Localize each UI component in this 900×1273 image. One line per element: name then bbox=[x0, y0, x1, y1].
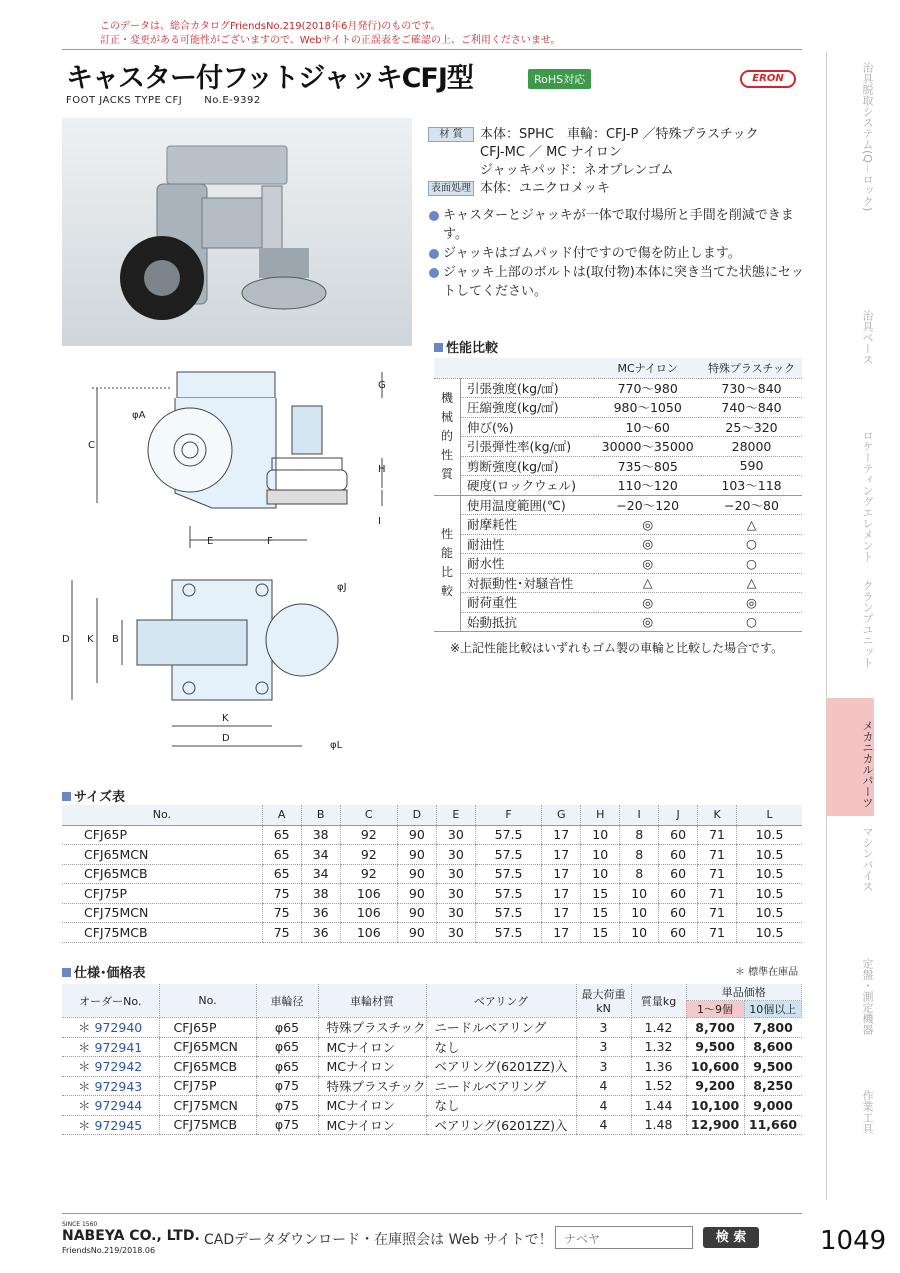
material-key: 材 質 bbox=[428, 127, 474, 142]
table-row: CFJ65P 65 38 92 90 30 57.5 17 10 8 60 71 10.5 bbox=[62, 825, 802, 845]
perf-table: MCナイロン 特殊プラスチック 機械的性質 引張強度(kg/㎠) 770～980 730～840 圧縮強度(kg/㎠) 980～1050 740～840 伸び(%) 10～60 25～320 引張弾性率(kg/㎠) 30000～35000 28000 剪断強度(kg/㎠) 735～805 590 硬度(ロックウェル) 110～120 103～118 性能比較 使用温度範囲(℃) −20～120 −20～80 耐摩耗性 ◎ △ 耐油性 ◎ ○ 耐水性 ◎ ○ 対振動性･対騒音性 △ △ 耐荷重性 ◎ ◎ 始動抵抗 ◎ ○ bbox=[434, 358, 802, 632]
sidebar-item-jig-base[interactable]: 治具ベース bbox=[826, 300, 874, 420]
eron-logo: ERON bbox=[740, 70, 796, 88]
rohs-badge: RoHS対応 bbox=[528, 69, 591, 89]
order-link[interactable]: 972943 bbox=[94, 1078, 143, 1094]
cad-message: CADデータダウンロード・在庫照会は Web サイトで！ bbox=[204, 1232, 553, 1248]
since-label: SINCE 1560 bbox=[62, 1221, 98, 1228]
subtitle: FOOT JACKS TYPE CFJ No.E-9392 bbox=[66, 95, 261, 106]
sidebar-item-machine-vise[interactable]: マシンバイス bbox=[826, 816, 874, 948]
price-table: オーダーNo. No. 車輪径 車輪材質 ベアリング 最大荷重kN 質量kg 単品価格 1～9個 10個以上 ＊ 972940 CFJ65P φ65 特殊プラスチック ニードルベアリング 3 1.42 8,700 7,800 ＊ 972941 CFJ65MCN φ65 MCナイロン なし 3 1.32 9,500 8,600 ＊ 972942 CFJ65MCB φ65 MCナイロン ベアリング(6201ZZ)入 3 1.36 10,600 9,500 ＊ 972943 CFJ75P φ75 特殊プラスチック ニードルベアリング 4 1.52 9,200 8,250 ＊ 972944 CFJ75MCN φ75 MCナイロン なし 4 1.44 10,100 9,000 ＊ 972945 CFJ75MCB φ75 MCナイロン ベアリング(6201ZZ)入 4 1.48 12,900 11,660 bbox=[62, 984, 802, 1135]
list-item: ジャッキ上部のボルトは(取付物)本体に突き当てた状態にセットしてください。 bbox=[428, 263, 806, 301]
divider bbox=[62, 1213, 802, 1214]
table-row: ＊ 972942 CFJ65MCB φ65 MCナイロン ベアリング(6201ZZ)入 3 1.36 10,600 9,500 bbox=[62, 1057, 802, 1077]
table-row: ＊ 972940 CFJ65P φ65 特殊プラスチック ニードルベアリング 3 1.42 8,700 7,800 bbox=[62, 1018, 802, 1038]
product-photo bbox=[62, 118, 412, 346]
search-input[interactable]: ナベヤ bbox=[555, 1226, 693, 1249]
table-row: CFJ75P 75 38 106 90 30 57.5 17 15 10 60 71 10.5 bbox=[62, 884, 802, 904]
order-link[interactable]: 972945 bbox=[94, 1117, 143, 1133]
sidebar-item-tools[interactable]: 作業工具 bbox=[826, 1080, 874, 1200]
surface-key: 表面処理 bbox=[428, 181, 474, 196]
table-row: CFJ75MCB 75 36 106 90 30 57.5 17 15 10 60 71 10.5 bbox=[62, 923, 802, 943]
order-link[interactable]: 972941 bbox=[94, 1039, 143, 1055]
notice: このデータは、総合カタログFriendsNo.219(2018年6月発行)のものです。 訂正・変更がある可能性がございますので、Webサイトの正誤表をご確認の上、ご利用くださいませ。 bbox=[100, 21, 561, 46]
table-row: ＊ 972945 CFJ75MCB φ75 MCナイロン ベアリング(6201ZZ)入 4 1.48 12,900 11,660 bbox=[62, 1115, 802, 1135]
table-row: ＊ 972941 CFJ65MCN φ65 MCナイロン なし 3 1.32 9,500 8,600 bbox=[62, 1037, 802, 1057]
page-number: 1049 bbox=[820, 1226, 887, 1256]
sidebar-item-surface-plate[interactable]: 定盤・測定機器 bbox=[826, 948, 874, 1080]
sidebar-item-mechanical-parts[interactable]: メカニカルパーツ bbox=[826, 698, 874, 816]
company-logo: NABEYA CO., LTD. bbox=[62, 1228, 200, 1244]
stock-note: ＊ 標準在庫品 bbox=[735, 967, 799, 978]
table-row: ＊ 972943 CFJ75P φ75 特殊プラスチック ニードルベアリング 4 1.52 9,200 8,250 bbox=[62, 1076, 802, 1096]
sidebar-item-locating-element[interactable]: ロケーティングエレメント bbox=[826, 420, 874, 570]
size-table: No. A B C D E F G H I J K L CFJ65P 65 38 92 90 30 57.5 17 10 8 60 71 10.5 CFJ65MCN 65 34 92 90 30 57.5 17 10 8 60 71 10.5 CFJ65MCB 65 34 92 90 30 57.5 17 10 8 60 71 10.5 CFJ75P 75 38 106 90 30 57.5 17 15 10 60 71 10.5 CFJ75MCN 75 36 106 90 30 57.5 17 15 10 60 71 10.5 CFJ75MCB 75 36 106 90 30 57.5 17 15 10 60 71 10.5 bbox=[62, 805, 802, 943]
price-title: 仕様･価格表 bbox=[62, 962, 146, 981]
page-title: キャスター付フットジャッキCFJ型 bbox=[66, 63, 473, 94]
order-link[interactable]: 972942 bbox=[94, 1059, 143, 1075]
order-link[interactable]: 972944 bbox=[94, 1098, 143, 1114]
sidebar-item-clamp-unit[interactable]: クランプユニット bbox=[826, 570, 874, 700]
table-row: CFJ75MCN 75 36 106 90 30 57.5 17 15 10 60 71 10.5 bbox=[62, 903, 802, 923]
sidebar-item-q-lock[interactable]: 治具脱取システム(Q－ロック) bbox=[826, 52, 874, 300]
material-block: 材 質 本体：SPHC 車輪：CFJ-P ／特殊プラスチック CFJ-MC ／ MC ナイロン ジャッキパッド：ネオプレンゴム 表面処理 本体：ユニクロメッキ bbox=[428, 126, 759, 198]
size-title: サイズ表 bbox=[62, 786, 125, 805]
list-item: キャスターとジャッキが一体で取付場所と手間を削減できます。 bbox=[428, 206, 806, 244]
table-row: CFJ65MCB 65 34 92 90 30 57.5 17 10 8 60 71 10.5 bbox=[62, 864, 802, 884]
dimension-drawing: φA C G H I E F φJ D K B K D φL bbox=[62, 358, 427, 772]
feature-list bbox=[428, 206, 806, 301]
table-row: CFJ65MCN 65 34 92 90 30 57.5 17 10 8 60 71 10.5 bbox=[62, 845, 802, 865]
order-link[interactable]: 972940 bbox=[94, 1020, 143, 1036]
table-row: ＊ 972944 CFJ75MCN φ75 MCナイロン なし 4 1.44 10,100 9,000 bbox=[62, 1096, 802, 1116]
list-item: ジャッキはゴムパッド付ですので傷を防止します。 bbox=[428, 244, 806, 263]
perf-title: 性能比較 bbox=[434, 337, 498, 356]
search-button[interactable]: 検 索 bbox=[703, 1227, 759, 1248]
friends-label: FriendsNo.219/2018.06 bbox=[62, 1246, 156, 1255]
divider bbox=[62, 49, 802, 50]
perf-note: ※上記性能比較はいずれもゴム製の車輪と比較した場合です。 bbox=[450, 641, 784, 655]
